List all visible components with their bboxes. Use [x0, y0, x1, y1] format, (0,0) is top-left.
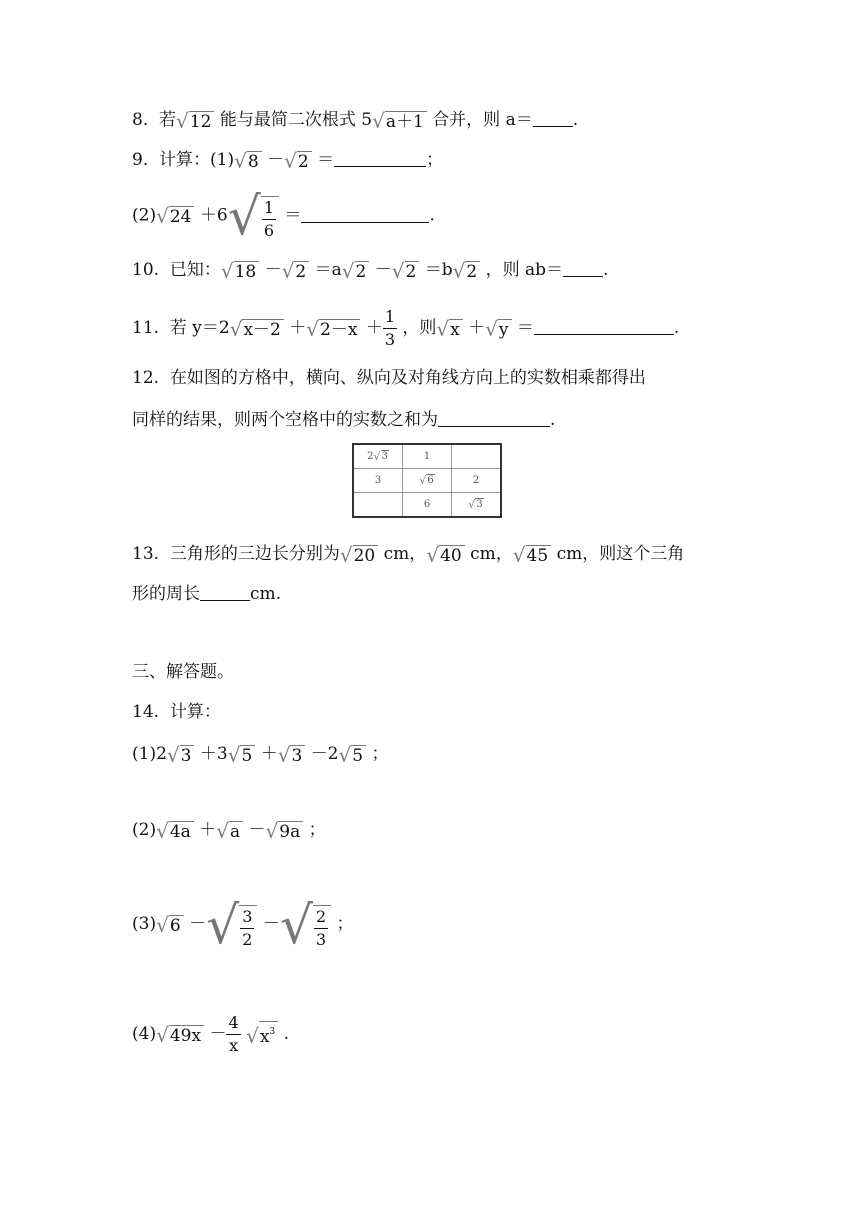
- text: ＝a: [314, 260, 342, 280]
- text: (1)2: [132, 744, 167, 764]
- operator: ＋: [365, 318, 383, 338]
- text: 能与最简二次根式 5: [219, 110, 373, 130]
- radical-fraction: √ $\frac{2}{3}$: [280, 899, 331, 951]
- operator: －: [189, 914, 207, 934]
- text: 三角形的三边长分别为: [169, 544, 340, 564]
- question-9: [132, 148, 443, 173]
- text: .: [429, 205, 435, 226]
- question-number: 13.: [132, 544, 160, 564]
- text: 若: [159, 110, 177, 130]
- text: 若 y＝2: [169, 318, 230, 338]
- radical: √2: [453, 259, 481, 283]
- text: (3): [132, 914, 157, 934]
- text: .: [283, 1024, 289, 1044]
- grid-row: [353, 493, 501, 518]
- text: ，则 ab＝: [485, 260, 564, 280]
- text: .: [550, 410, 556, 430]
- grid-cell: √3: [452, 493, 502, 518]
- radical: √45: [513, 543, 551, 567]
- question-number: 10.: [132, 260, 160, 280]
- grid-cell: 1: [403, 444, 452, 469]
- question-14-part-2: [132, 818, 326, 843]
- operator: ＋: [468, 318, 486, 338]
- answer-blank[interactable]: [534, 318, 674, 335]
- radical: √a＋1: [372, 109, 427, 133]
- text: .: [572, 110, 579, 130]
- question-14-part-4: [132, 1008, 289, 1060]
- number-grid: [352, 443, 502, 518]
- text: (2): [132, 205, 157, 226]
- answer-blank[interactable]: [301, 206, 429, 223]
- radical: √40: [426, 543, 464, 567]
- question-14-part-3: [132, 895, 354, 956]
- grid-row: [353, 469, 501, 493]
- radical: √3: [167, 743, 195, 767]
- answer-blank[interactable]: [438, 410, 550, 427]
- question-13: [132, 542, 684, 567]
- equals: ＝: [516, 318, 534, 338]
- text: .: [603, 260, 609, 280]
- operator: ＋: [199, 820, 217, 840]
- question-11: [132, 306, 679, 351]
- grid-row: [353, 444, 501, 469]
- question-12-line-2: [132, 408, 555, 432]
- grid-cell: 3: [353, 469, 403, 493]
- answer-blank[interactable]: [200, 584, 250, 601]
- question-10: [132, 258, 608, 283]
- text: 在如图的方格中，横向、纵向及对角线方向上的实数相乘都得出: [169, 368, 646, 388]
- text: 计算：: [169, 702, 221, 722]
- text: ；: [426, 150, 444, 170]
- radical: √18: [221, 259, 259, 283]
- radical: √2: [342, 259, 370, 283]
- grid-cell: √6: [403, 469, 452, 493]
- text: cm.: [250, 584, 282, 604]
- radical: √x－2: [230, 317, 284, 341]
- radical: √x: [436, 317, 462, 341]
- radical: √6: [156, 913, 184, 937]
- radical-fraction: √ $\frac{1}{6}$: [228, 190, 279, 242]
- question-14-part-1: [132, 742, 389, 767]
- answer-blank[interactable]: [563, 260, 603, 277]
- text: cm，: [470, 544, 513, 564]
- answer-blank[interactable]: [533, 110, 573, 127]
- section-heading: 三、解答题。: [132, 662, 234, 682]
- fraction: $\frac{1}{3}$: [384, 307, 395, 349]
- radical: $√x^3$: [246, 1021, 278, 1048]
- operator: －2: [310, 744, 339, 764]
- text: cm，则这个三角: [556, 544, 685, 564]
- operator: －: [262, 914, 280, 934]
- text: 已知：: [169, 260, 221, 280]
- radical: √20: [340, 543, 378, 567]
- question-number: 12.: [132, 368, 160, 388]
- grid-cell: 2√3: [353, 444, 403, 469]
- operator: ＋3: [199, 744, 228, 764]
- radical: √2: [282, 259, 310, 283]
- operator: ＋: [289, 318, 307, 338]
- radical: √a: [216, 819, 243, 843]
- radical: √3: [278, 743, 306, 767]
- radical: √2: [392, 259, 420, 283]
- text: 同样的结果，则两个空格中的实数之和为: [132, 410, 438, 430]
- question-13-line-2: [132, 582, 281, 606]
- denominator: 6: [263, 221, 275, 240]
- question-9-part-2: [132, 187, 435, 247]
- grid-cell-empty: [353, 493, 403, 518]
- radical: √49x: [156, 1023, 204, 1047]
- operator: －: [264, 260, 282, 280]
- radical: √9a: [266, 819, 304, 843]
- numerator: 1: [262, 197, 276, 220]
- radical: √y: [485, 317, 511, 341]
- equals: ＝: [284, 205, 302, 226]
- radical: √8: [234, 149, 262, 173]
- radical: √5: [228, 743, 256, 767]
- answer-blank[interactable]: [334, 150, 426, 167]
- radical: √12: [176, 109, 214, 133]
- text: (4): [132, 1024, 157, 1044]
- grid-cell: 2: [452, 469, 502, 493]
- radical: √24: [156, 204, 194, 228]
- operator: －: [374, 260, 392, 280]
- radical-fraction: √ $\frac{3}{2}$: [206, 899, 257, 951]
- operator: ＋6: [199, 205, 228, 226]
- radical: √2: [284, 149, 312, 173]
- text: .: [673, 318, 680, 338]
- question-12: [132, 366, 646, 390]
- equals: ＝: [317, 150, 335, 170]
- question-14: [132, 700, 221, 724]
- grid-cell-empty: [452, 444, 502, 469]
- text: ；: [336, 914, 354, 934]
- radical: √2－x: [306, 317, 360, 341]
- operator: －: [248, 820, 266, 840]
- question-number: 11.: [132, 318, 160, 338]
- fraction: $\frac{4}{x}$: [228, 1013, 239, 1055]
- text: cm，: [383, 544, 427, 564]
- text: 计算：(1): [159, 150, 235, 170]
- operator: ＋: [260, 744, 278, 764]
- question-number: 14.: [132, 702, 160, 722]
- text: ；: [371, 744, 389, 764]
- question-8: [132, 108, 578, 133]
- text: 合并，则 a＝: [432, 110, 533, 130]
- text: ；: [308, 820, 326, 840]
- text: (2): [132, 820, 157, 840]
- text: ，则: [402, 318, 437, 338]
- text: ＝b: [424, 260, 453, 280]
- question-number: 8.: [132, 110, 149, 130]
- radical: √5: [339, 743, 367, 767]
- text: 形的周长: [132, 584, 200, 604]
- grid-cell: 6: [403, 493, 452, 518]
- radical: √4a: [156, 819, 194, 843]
- operator: －: [209, 1024, 227, 1044]
- question-number: 9.: [132, 150, 149, 170]
- operator: －: [267, 150, 285, 170]
